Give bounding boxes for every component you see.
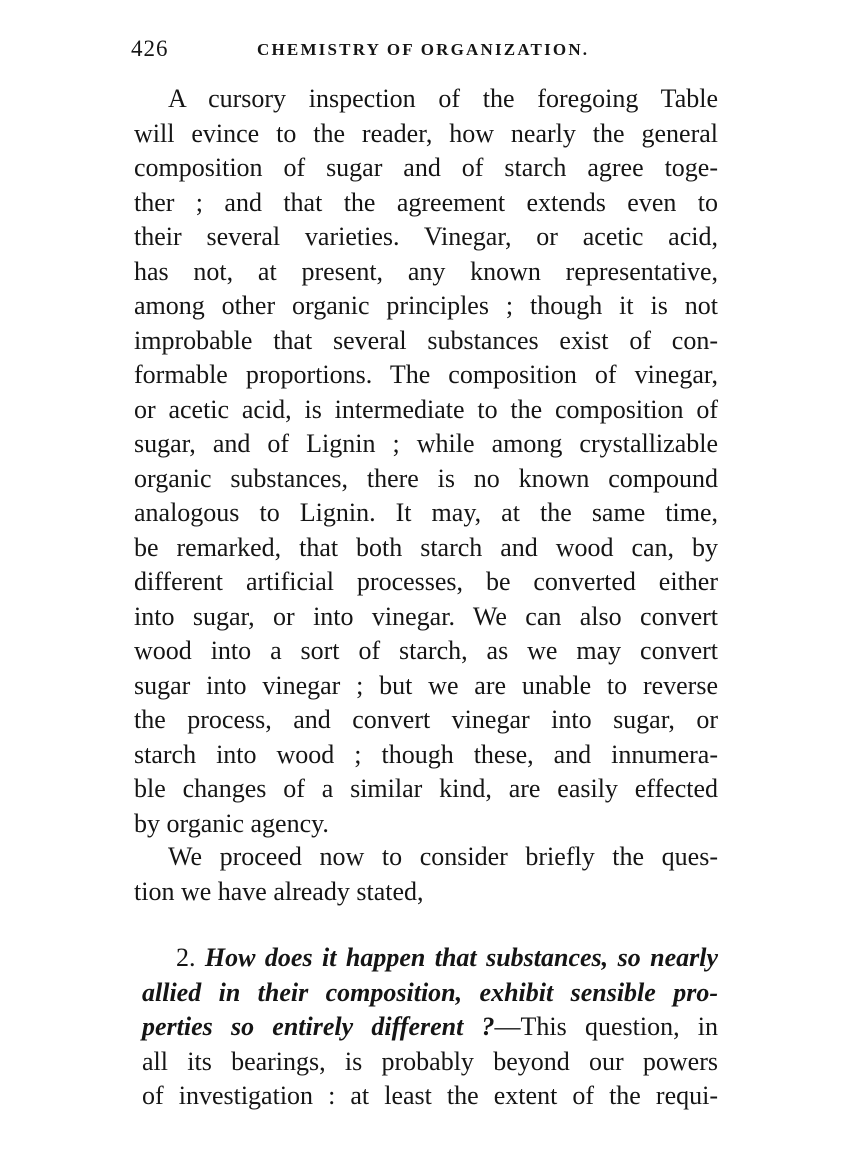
text-line: different artificial processes, be converted either (134, 567, 718, 596)
text-line: We proceed now to consider briefly the ques- (168, 842, 718, 871)
text-line: or acetic acid, is intermediate to the composition of (134, 394, 718, 424)
text-line: has not, at present, any known representative, (134, 256, 718, 286)
text-line: sugar into vinegar ; but we are unable to reverse (134, 670, 718, 700)
text-line: all its bearings, is probably beyond our powers (142, 1046, 718, 1076)
text-line: their several varieties. Vinegar, or acetic acid, (134, 222, 718, 251)
question-paragraph (142, 941, 718, 1114)
text-line: A cursory inspection of the foregoing Table (168, 84, 718, 113)
text-line: the process, and convert vinegar into sugar, or (134, 705, 718, 734)
text-line: ble changes of a similar kind, are easily effected (134, 774, 718, 803)
text-line: be remarked, that both starch and wood can, by (134, 532, 718, 562)
text-line: among other organic principles ; though it is not (134, 291, 718, 320)
text-line: starch into wood ; though these, and innumera- (134, 739, 718, 769)
paragraph-2 (134, 840, 718, 909)
text-line: by organic agency. (134, 808, 329, 838)
text-line: tion we have already stated, (134, 876, 424, 906)
answer-text: —This question, in (494, 1012, 718, 1041)
text-line: analogous to Lignin. It may, at the same time, (134, 498, 718, 527)
text-line: into sugar, or into vinegar. We can also convert (134, 601, 718, 631)
question-number: 2. (176, 943, 196, 972)
text-line: organic substances, there is no known compound (134, 463, 718, 493)
text-line: sugar, and of Lignin ; while among crystallizable (134, 429, 718, 458)
question-text: allied in their composition, exhibit sensible pro- (142, 977, 718, 1007)
text-line (142, 1010, 718, 1045)
text-line: of investigation : at least the extent of the requi- (142, 1081, 718, 1110)
text-line: composition of sugar and of starch agree toge- (134, 153, 718, 182)
page-header (131, 36, 721, 70)
text-line (142, 941, 718, 976)
running-title: CHEMISTRY OF ORGANIZATION. (257, 40, 590, 59)
paragraph-1 (134, 82, 718, 841)
page-number: 426 (131, 36, 169, 61)
text-line: wood into a sort of starch, as we may convert (134, 636, 718, 665)
question-text: How does it happen that substances, so nearly (204, 943, 718, 972)
text-line: formable proportions. The composition of vinegar, (134, 360, 718, 389)
text-line: improbable that several substances exist of con- (134, 325, 718, 355)
text-line: will evince to the reader, how nearly the general (134, 118, 718, 148)
question-text: perties so entirely different ? (142, 1012, 495, 1041)
text-line: ther ; and that the agreement extends even to (134, 187, 718, 217)
